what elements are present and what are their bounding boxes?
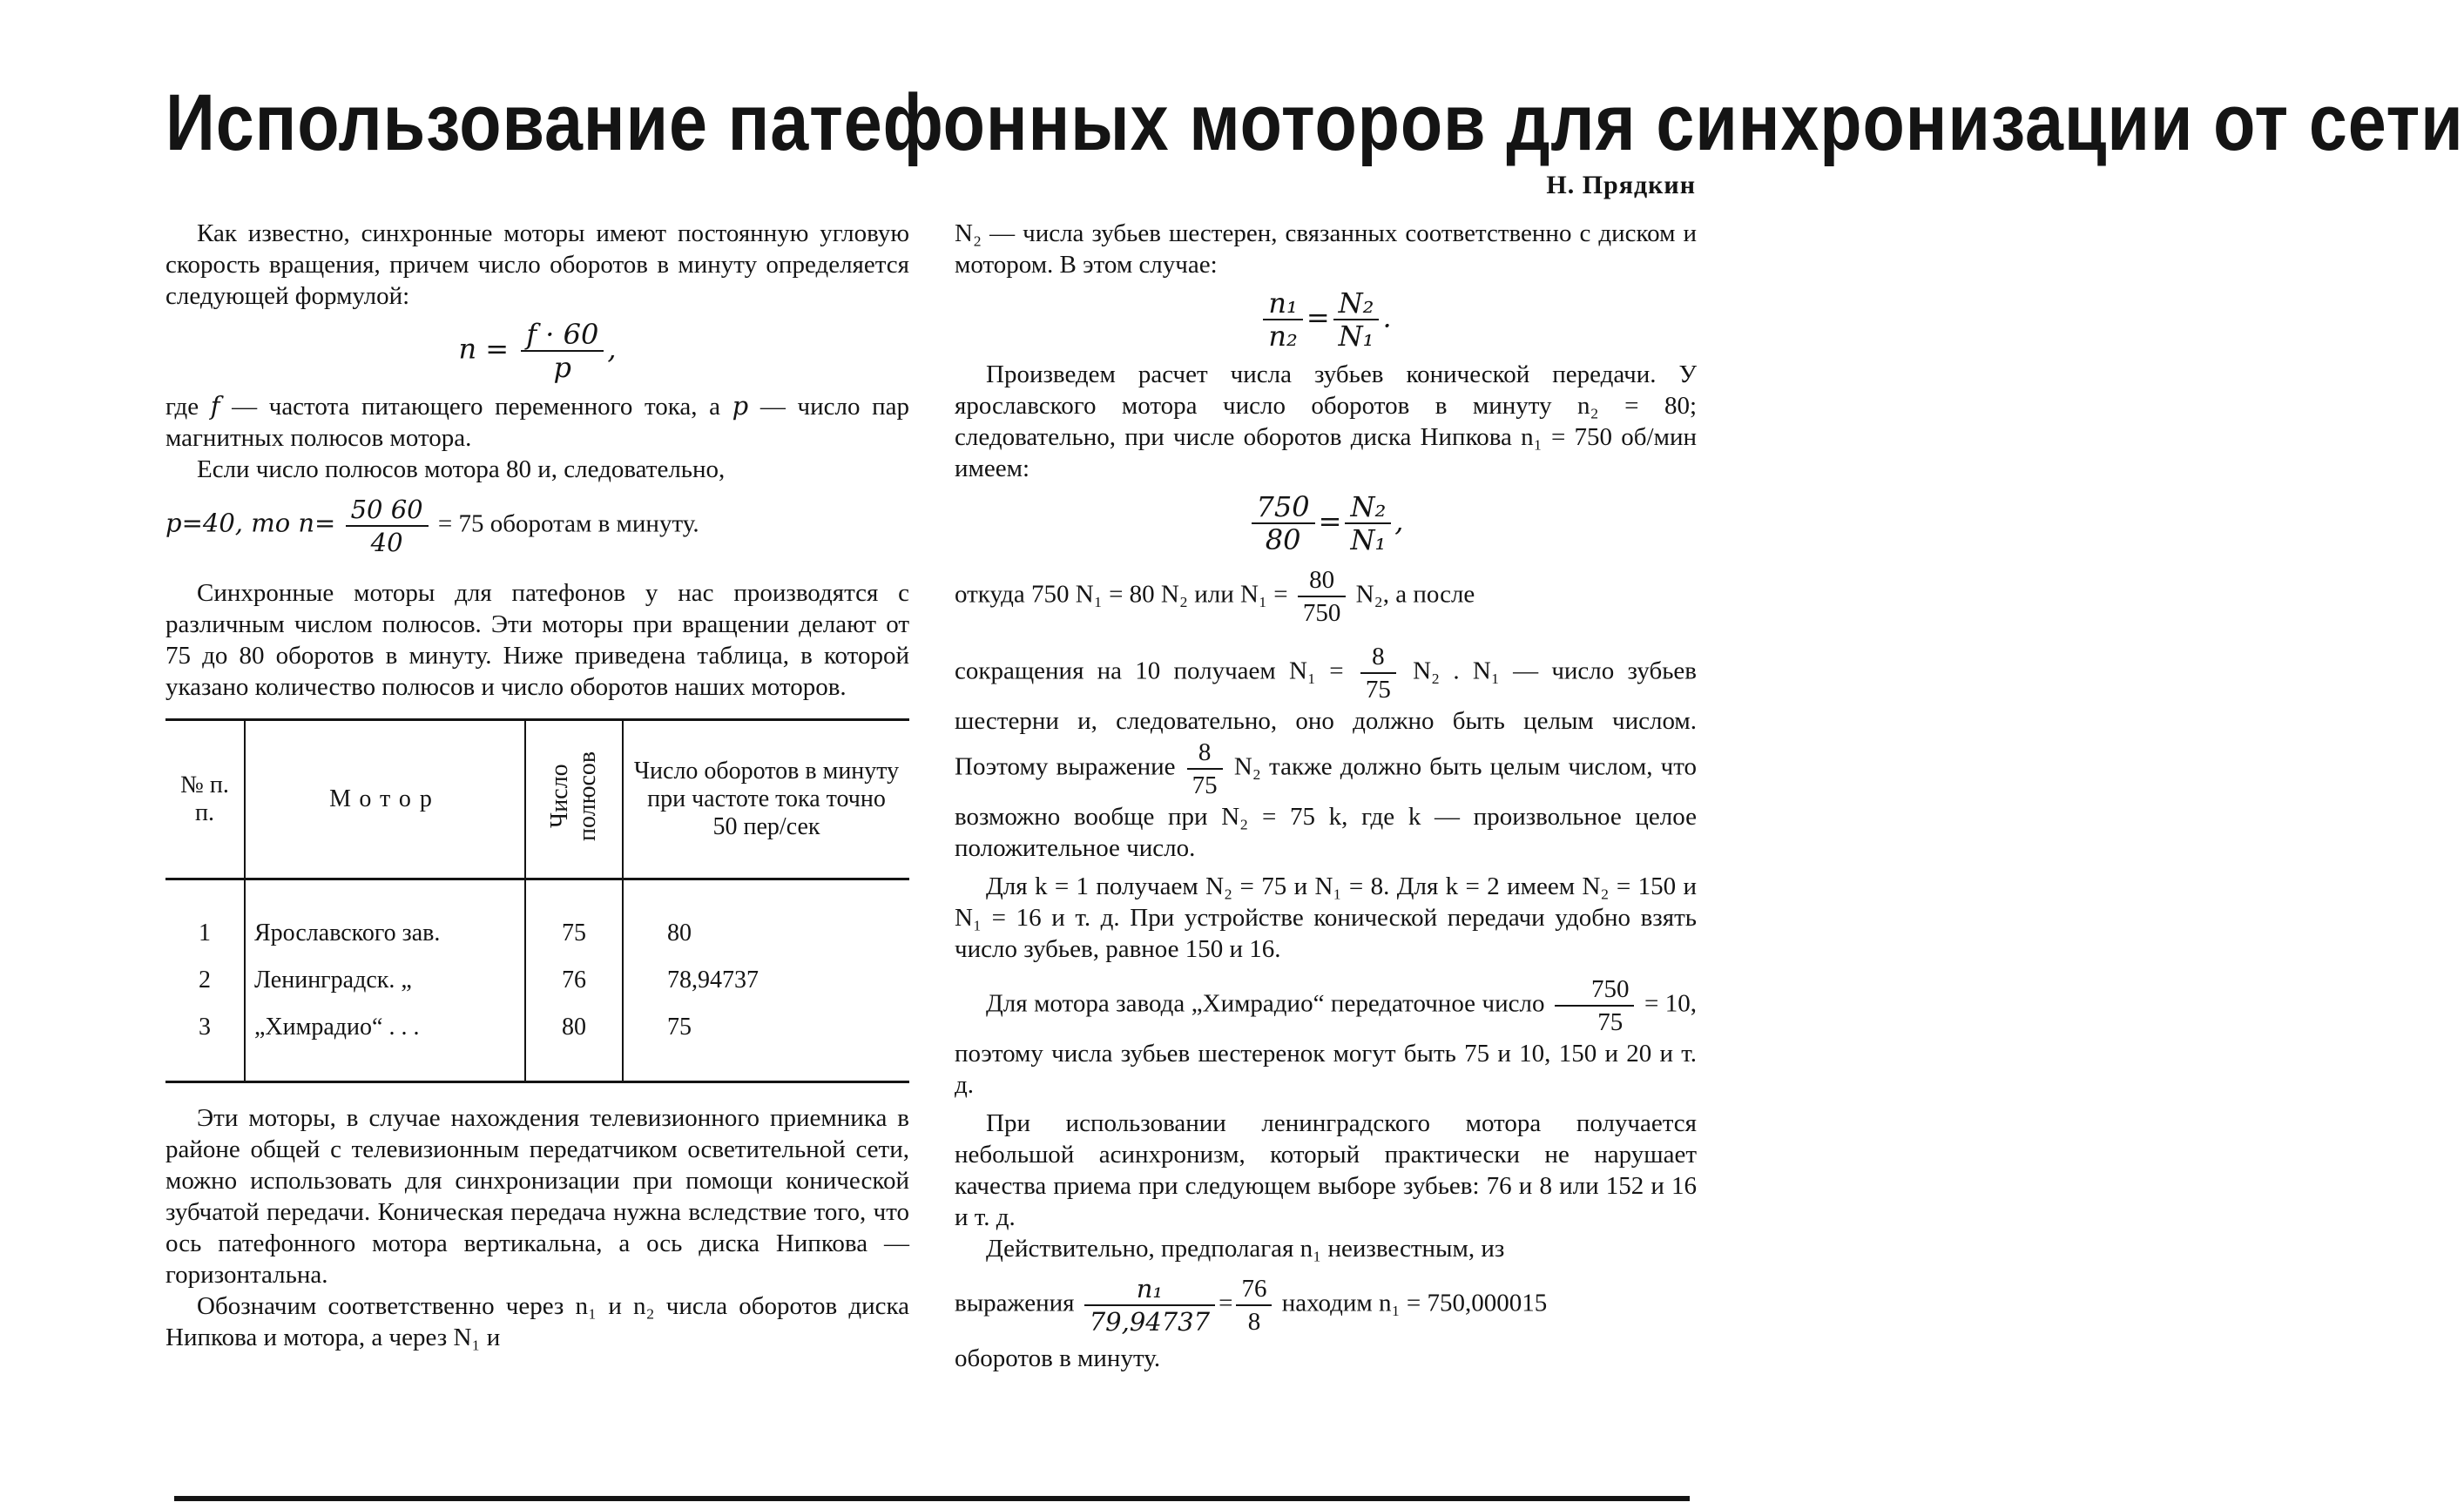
- formula-rpm: [165, 319, 909, 383]
- cell-number: 2: [199, 967, 211, 994]
- table-row: [165, 1004, 909, 1051]
- f750-right-numerator: N₂: [1345, 491, 1391, 524]
- header-motor-label: Мотор: [329, 785, 441, 812]
- formula-lhs: n =: [458, 332, 510, 366]
- table-header-row: [165, 720, 909, 879]
- table-spacer: [165, 1051, 909, 1082]
- text-segment: N₂ также должно быть целым числом, что возможно вообще при N₂ = 75 k, где k — произвольное целое положительное число.: [955, 752, 1697, 862]
- symbol-f: f: [210, 391, 220, 421]
- formula-tail: ,: [607, 332, 617, 366]
- text-segment: N₂ . N₁ — число зубьев шестерни и, следовательно, оно должно быть целым числом. Поэтому выражение: [955, 657, 1697, 781]
- fraction-denominator: 75: [1191, 771, 1218, 799]
- fraction-n1-79: [1084, 1273, 1215, 1337]
- cell-rpm: 78,94737: [623, 957, 909, 1004]
- f750-denominator: 80: [1265, 523, 1301, 556]
- bottom-rule: [174, 1496, 1690, 1501]
- paragraph-notation: Обозначим соответственно через n₁ и n₂ числа оборотов диска Нипкова и мотора, а через N₁ и: [165, 1292, 909, 1351]
- cell-rpm: 75: [623, 1004, 909, 1051]
- paragraph-notation-cont: N₂ — числа зубьев шестерен, связанных соответственно с диском и мотором. В этом случае:: [955, 219, 1697, 279]
- formula-ratio: [955, 287, 1697, 352]
- ratio-left-numerator: n₁: [1263, 287, 1302, 320]
- header-poles-label: Число полюсов: [546, 751, 601, 841]
- text-segment: — число пар магнитных полюсов мотора.: [165, 393, 910, 452]
- paragraph-final: оборотов в минуту.: [955, 1344, 1161, 1372]
- cell-motor: „Химрадио“ . . .: [245, 1004, 525, 1051]
- text-segment: где: [165, 393, 211, 421]
- formula-denominator: p: [553, 351, 572, 384]
- formula-750-80-left: [1252, 491, 1315, 556]
- cell-number: 1: [199, 920, 211, 946]
- paragraph-definitions: [165, 390, 909, 454]
- cell-motor: Ленинградск. „: [245, 957, 525, 1004]
- table-row: [165, 957, 909, 1004]
- fraction-numerator: 8: [1187, 737, 1223, 770]
- fraction-numerator: 80: [1298, 564, 1347, 597]
- fraction-750-75: [1555, 973, 1635, 1038]
- paragraph-k-values: Для k = 1 получаем N₂ = 75 и N₁ = 8. Для k = 2 имеем N₂ = 150 и N₁ = 16 и т. д. При устройстве конической передачи удобно взять число зубьев, равное 150 и 16.: [955, 872, 1697, 963]
- article-author: Н. Прядкин: [1546, 171, 1696, 199]
- fraction-76-8: [1236, 1273, 1272, 1337]
- f750-equals: =: [1318, 504, 1342, 538]
- motor-table: [165, 718, 909, 1083]
- ratio-tail: .: [1382, 300, 1392, 334]
- text-segment: N₂, а после: [1355, 580, 1475, 609]
- article-title: Использование патефонных моторов для синхронизации от сети: [165, 78, 2464, 167]
- text-segment: — частота питающего переменного тока, а: [219, 393, 732, 421]
- fraction-80-750: [1298, 564, 1347, 629]
- fraction-numerator: 8: [1360, 641, 1396, 674]
- ratio-right-denominator: N₁: [1338, 320, 1374, 353]
- cell-poles: 76: [525, 957, 623, 1004]
- paragraph-leningrad: При использовании ленинградского мотора получается небольшой асинхронизм, который практически не нарушает качества приема при следующем выборе зубьев: 76 и 8 или 152 и 16 и т. д.: [955, 1109, 1697, 1231]
- formula-fraction: [521, 319, 604, 383]
- formula-example: [165, 494, 909, 558]
- fraction-numerator: n₁: [1084, 1273, 1215, 1306]
- formula-example-denominator: 40: [370, 528, 403, 557]
- formula-ratio-left: [1263, 287, 1302, 352]
- cell-poles: 80: [525, 1004, 623, 1051]
- formula-example-post: = 75 оборотам в минуту.: [437, 509, 699, 538]
- header-rpm: Число оборотов в минуту при частоте тока точно 50 пер/сек: [623, 720, 909, 879]
- table-row: [165, 910, 909, 957]
- text-segment: откуда 750 N₁ = 80 N₂ или N₁ =: [955, 580, 1288, 609]
- paragraph-himradio: [955, 973, 1697, 1101]
- paragraph-motors: Синхронные моторы для патефонов у нас производятся с различным числом полюсов. Эти моторы при вращении делают от 75 до 80 оборотов в минуту. Ниже приведена таблица, в которой указано количество полюсов и число оборотов наших моторов.: [165, 579, 909, 701]
- formula-example-pre: p=40, то n=: [165, 508, 336, 538]
- fraction-denominator: 79,94737: [1089, 1307, 1211, 1337]
- formula-750-80: [955, 491, 1697, 556]
- text-segment: Для мотора завода „Химрадио“ передаточное число: [986, 989, 1545, 1018]
- paragraph-example: Если число полюсов мотора 80 и, следовательно,: [197, 455, 726, 483]
- f750-tail: ,: [1394, 504, 1404, 538]
- paragraph-usage: Эти моторы, в случае нахождения телевизионного приемника в районе общей с телевизионным передатчиком осветительной сети, можно использовать для синхронизации при помощи конической зубчатой передачи. Коническая передача нужна вследствие того, что ось патефонного мотора вертикальна, а ось диска Нипкова — горизонтальна.: [165, 1104, 909, 1289]
- fraction-denominator: 75: [1597, 1008, 1624, 1036]
- formula-numerator: f · 60: [521, 319, 604, 352]
- ratio-left-denominator: n₂: [1268, 320, 1298, 353]
- fraction-8-75-second: [1187, 737, 1223, 801]
- right-column: [955, 218, 1697, 1374]
- cell-motor: Ярославского зав.: [245, 910, 525, 957]
- cell-number: 3: [199, 1014, 211, 1041]
- fraction-denominator: 75: [1365, 676, 1391, 704]
- formula-example-numerator: 50 60: [346, 494, 429, 527]
- text-segment: выражения: [955, 1289, 1075, 1317]
- f750-numerator: 750: [1252, 491, 1315, 524]
- cell-poles: 75: [525, 910, 623, 957]
- header-number: № п. п.: [180, 771, 229, 826]
- cell-rpm: 80: [623, 910, 909, 957]
- formula-ratio-right: [1333, 287, 1380, 352]
- formula-750-80-right: [1345, 491, 1391, 556]
- text-segment: = 10, поэтому числа зубьев шестеренок могут быть 75 и 10, 150 и 20 и т. д.: [955, 989, 1698, 1099]
- paragraph-calc: Произведем расчет числа зубьев конической передачи. У ярославского мотора число оборотов в минуту n₂ = 80; следовательно, при числе оборотов диска Нипкова n₁ = 750 об/мин имеем:: [955, 360, 1697, 482]
- fraction-denominator: 8: [1247, 1308, 1261, 1336]
- paragraph-whence: [955, 564, 1697, 629]
- paragraph-indeed: Действительно, предполагая n₁ неизвестным, из: [986, 1235, 1505, 1263]
- header-motor: [245, 720, 525, 879]
- formula-example-fraction: [346, 494, 429, 558]
- ratio-equals: =: [1306, 300, 1330, 334]
- paragraph-intro: Как известно, синхронные моторы имеют постоянную угловую скорость вращения, причем число оборотов в минуту определяется следующей формулой:: [165, 219, 909, 310]
- f750-right-denominator: N₁: [1350, 523, 1387, 556]
- paragraph-reduce: [955, 641, 1697, 864]
- fraction-numerator: 750: [1555, 973, 1635, 1007]
- header-poles: [525, 720, 623, 879]
- text-segment: находим n₁ = 750,000015: [1281, 1289, 1548, 1317]
- left-column: [165, 218, 909, 1353]
- fraction-numerator: 76: [1236, 1273, 1272, 1306]
- text-segment: сокращения на 10 получаем N₁ =: [955, 657, 1344, 685]
- expression-equals: =: [1218, 1289, 1233, 1317]
- fraction-denominator: 750: [1302, 599, 1341, 627]
- ratio-right-numerator: N₂: [1333, 287, 1380, 320]
- symbol-p: p: [732, 391, 749, 421]
- paragraph-expression: [955, 1273, 1697, 1337]
- fraction-8-75: [1360, 641, 1396, 705]
- table-spacer: [165, 879, 909, 911]
